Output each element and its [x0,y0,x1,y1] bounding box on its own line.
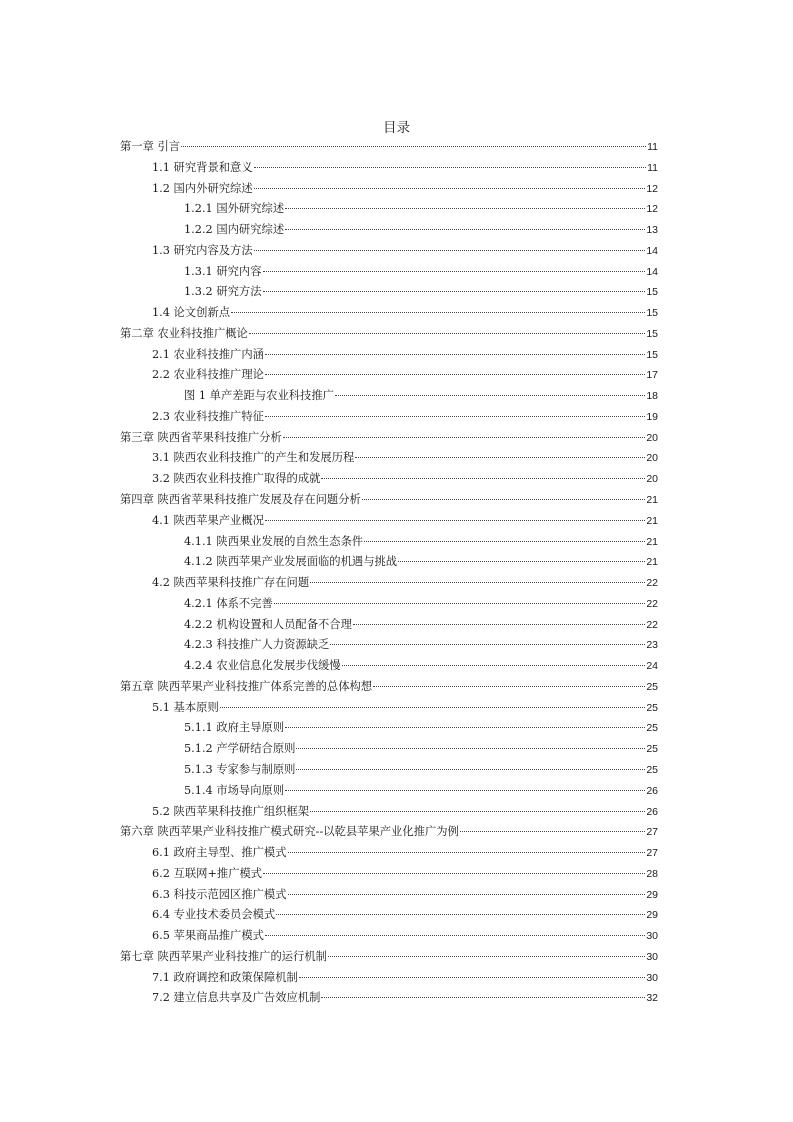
toc-entry[interactable] [120,511,658,532]
toc-leader-dots [285,229,645,230]
toc-entry-page-number: 15 [646,348,658,361]
toc-leader-dots [263,873,645,874]
toc-entry-label: 第四章 陕西省苹果科技推广发展及存在问题分析 [120,493,361,507]
toc-entry-page-number: 25 [646,743,658,756]
toc-entry-page-number: 14 [646,265,658,278]
toc-entry-label: 1.3.2 研究方法 [184,285,262,299]
toc-entry-label: 4.1.2 陕西苹果产业发展面临的机遇与挑战 [184,555,398,569]
toc-leader-dots [285,208,645,209]
toc-entry-label: 6.1 政府主导型、推广模式 [152,846,287,860]
toc-entry-page-number: 20 [646,452,658,465]
toc-entry-label: 7.1 政府调控和政策保障机制 [152,970,298,984]
toc-entry-page-number: 19 [646,410,658,423]
toc-entry[interactable] [120,656,658,677]
toc-entry-page-number: 18 [646,390,658,403]
toc-entry-page-number: 29 [646,909,658,922]
toc-leader-dots [254,167,646,168]
toc-entry-label: 5.2 陕西苹果科技推广组织框架 [152,804,310,818]
toc-entry[interactable] [120,407,658,428]
toc-entry[interactable] [120,635,658,656]
toc-entry-page-number: 30 [646,950,658,963]
toc-leader-dots [321,997,645,998]
toc-entry[interactable] [120,428,658,449]
toc-entry-label: 5.1.3 专家参与制原则 [184,762,296,776]
toc-leader-dots [460,831,645,832]
toc-leader-dots [310,582,645,583]
toc-entry-label: 第三章 陕西省苹果科技推广分析 [120,430,282,444]
toc-entry[interactable] [120,324,658,345]
toc-entry-page-number: 21 [646,556,658,569]
toc-leader-dots [299,977,645,978]
toc-leader-dots [310,811,645,812]
toc-entry-page-number: 12 [646,182,658,195]
toc-leader-dots [288,894,646,895]
toc-entry-page-number: 25 [646,701,658,714]
toc-entry-label: 3.2 陕西农业科技推广取得的成就 [152,472,321,486]
toc-leader-dots [265,935,645,936]
toc-entry-page-number: 17 [646,369,658,382]
toc-entry[interactable] [120,552,658,573]
toc-leader-dots [330,644,645,645]
toc-leader-dots [274,603,645,604]
toc-entry-label: 1.3 研究内容及方法 [152,243,253,257]
toc-entry-label: 7.2 建立信息共享及广告效应机制 [152,991,321,1005]
toc-leader-dots [220,707,646,708]
toc-entry[interactable] [120,760,658,781]
toc-leader-dots [355,457,645,458]
toc-leader-dots [335,395,645,396]
toc-leader-dots [398,561,645,562]
toc-entry-page-number: 11 [647,161,658,174]
toc-entry-page-number: 21 [646,514,658,527]
toc-entry-page-number: 30 [646,930,658,943]
toc-entry-label: 4.1 陕西苹果产业概况 [152,513,264,527]
toc-entry-page-number: 21 [646,494,658,507]
toc-entry[interactable] [120,179,658,200]
toc-leader-dots [265,374,645,375]
toc-entry-label: 4.1.1 陕西果业发展的自然生态条件 [184,534,364,548]
toc-leader-dots [254,250,646,251]
toc-entry-page-number: 30 [646,971,658,984]
toc-entry-label: 1.2 国内外研究综述 [152,181,253,195]
toc-entry-label: 4.2.2 机构设置和人员配备不合理 [184,617,352,631]
toc-leader-dots [362,499,645,500]
toc-entry-page-number: 23 [646,639,658,652]
toc-leader-dots [285,790,645,791]
toc-entry[interactable] [120,822,658,843]
toc-leader-dots [288,852,646,853]
toc-leader-dots [373,686,645,687]
toc-entry[interactable] [120,158,658,179]
toc-entry-page-number: 24 [646,660,658,673]
toc-leader-dots [265,520,645,521]
toc-entry-label: 4.2 陕西苹果科技推广存在问题 [152,576,310,590]
toc-leader-dots [296,748,645,749]
toc-entry[interactable] [120,303,658,324]
toc-leader-dots [263,271,646,272]
toc-entry-page-number: 15 [646,286,658,299]
toc-leader-dots [265,416,645,417]
toc-entry-page-number: 26 [646,805,658,818]
toc-entry[interactable] [120,345,658,366]
toc-leader-dots [231,312,645,313]
toc-entry[interactable] [120,677,658,698]
toc-entry[interactable] [120,864,658,885]
toc-entry-label: 1.4 论文创新点 [152,306,231,320]
toc-entry-page-number: 21 [646,535,658,548]
toc-entry-label: 第一章 引言 [120,140,181,153]
toc-entry-label: 5.1.4 市场导向原则 [184,783,285,797]
toc-entry-label: 5.1.2 产学研结合原则 [184,742,296,756]
toc-entry-page-number: 15 [646,307,658,320]
toc-leader-dots [342,665,646,666]
toc-entry-page-number: 20 [646,473,658,486]
toc-entry-label: 2.2 农业科技推广理论 [152,368,264,382]
toc-entry-label: 1.2.2 国内研究综述 [184,223,285,237]
toc-leader-dots [181,146,646,147]
toc-entry-page-number: 32 [646,992,658,1005]
toc-entry[interactable] [120,448,658,469]
toc-entry-label: 5.1 基本原则 [152,700,219,714]
toc-entry[interactable] [120,594,658,615]
toc-leader-dots [285,727,645,728]
toc-entry-page-number: 25 [646,722,658,735]
toc-leader-dots [328,956,645,957]
toc-entry[interactable] [120,698,658,719]
toc-leader-dots [296,769,645,770]
toc-entry[interactable] [120,968,658,989]
toc-entry-label: 2.3 农业科技推广特征 [152,409,264,423]
toc-entry-label: 第二章 农业科技推广概论 [120,326,248,340]
toc-leader-dots [263,291,646,292]
toc-leader-dots [249,333,645,334]
toc-entry-label: 1.2.1 国外研究综述 [184,202,285,216]
toc-entry-page-number: 20 [646,431,658,444]
toc-entry[interactable] [120,137,658,158]
toc-leader-dots [265,354,645,355]
toc-leader-dots [283,437,646,438]
toc-entry[interactable] [120,947,658,968]
toc-leader-dots [353,624,645,625]
toc-entry[interactable] [120,885,658,906]
toc-entry[interactable] [120,988,658,1009]
toc-entry-page-number: 29 [646,888,658,901]
toc-entry-page-number: 28 [646,867,658,880]
toc-leader-dots [254,188,646,189]
toc-entry-label: 第七章 陕西苹果产业科技推广的运行机制 [120,949,327,963]
toc-entry-page-number: 22 [646,618,658,631]
toc-entry[interactable] [120,262,658,283]
toc-entry-page-number: 11 [647,141,658,153]
toc-entry-label: 4.2.1 体系不完善 [184,596,273,610]
toc-entry-label: 第六章 陕西苹果产业科技推广模式研究--以乾县苹果产业化推广为例 [120,825,459,839]
toc-entry-label: 6.2 互联网+推广模式 [152,866,263,880]
toc-entry[interactable] [120,365,658,386]
toc-leader-dots [364,541,645,542]
toc-entry[interactable] [120,718,658,739]
toc-entry-label: 3.1 陕西农业科技推广的产生和发展历程 [152,451,355,465]
toc-entry[interactable] [120,490,658,511]
toc-entry[interactable] [120,241,658,262]
toc-entry-label: 5.1.1 政府主导原则 [184,721,285,735]
toc-entry[interactable] [120,905,658,926]
toc-entry-page-number: 26 [646,784,658,797]
toc-entry-page-number: 25 [646,763,658,776]
toc-entry-page-number: 13 [646,224,658,237]
table-of-contents [120,137,658,1009]
toc-entry[interactable] [120,926,658,947]
toc-entry[interactable] [120,802,658,823]
toc-entry-label: 6.3 科技示范园区推广模式 [152,887,287,901]
toc-entry-label: 4.2.4 农业信息化发展步伐缓慢 [184,659,341,673]
toc-entry-page-number: 12 [646,203,658,216]
toc-entry-label: 图 1 单产差距与农业科技推广 [184,389,334,403]
toc-title: 目录 [383,120,410,136]
toc-entry-page-number: 15 [646,327,658,340]
toc-entry[interactable] [120,469,658,490]
toc-entry[interactable] [120,781,658,802]
toc-entry[interactable] [120,532,658,553]
toc-entry[interactable] [120,615,658,636]
toc-entry-label: 6.4 专业技术委员会模式 [152,908,276,922]
toc-entry-page-number: 22 [646,577,658,590]
toc-entry[interactable] [120,282,658,303]
toc-entry-page-number: 14 [646,244,658,257]
toc-entry-label: 第五章 陕西苹果产业科技推广体系完善的总体构想 [120,679,373,693]
toc-leader-dots [276,914,645,915]
toc-entry-page-number: 22 [646,597,658,610]
toc-entry[interactable] [120,739,658,760]
toc-leader-dots [321,478,645,479]
toc-entry-page-number: 27 [646,847,658,860]
toc-entry-page-number: 27 [646,826,658,839]
toc-entry-label: 4.2.3 科技推广人力资源缺乏 [184,638,330,652]
toc-entry[interactable] [120,220,658,241]
toc-entry-page-number: 25 [646,680,658,693]
toc-entry[interactable] [120,573,658,594]
toc-entry-label: 6.5 苹果商品推广模式 [152,929,264,943]
toc-entry[interactable] [120,199,658,220]
toc-entry-label: 1.1 研究背景和意义 [152,160,253,174]
toc-entry[interactable] [120,386,658,407]
toc-entry-label: 2.1 农业科技推广内涵 [152,347,264,361]
toc-entry-label: 1.3.1 研究内容 [184,264,262,278]
toc-entry[interactable] [120,843,658,864]
